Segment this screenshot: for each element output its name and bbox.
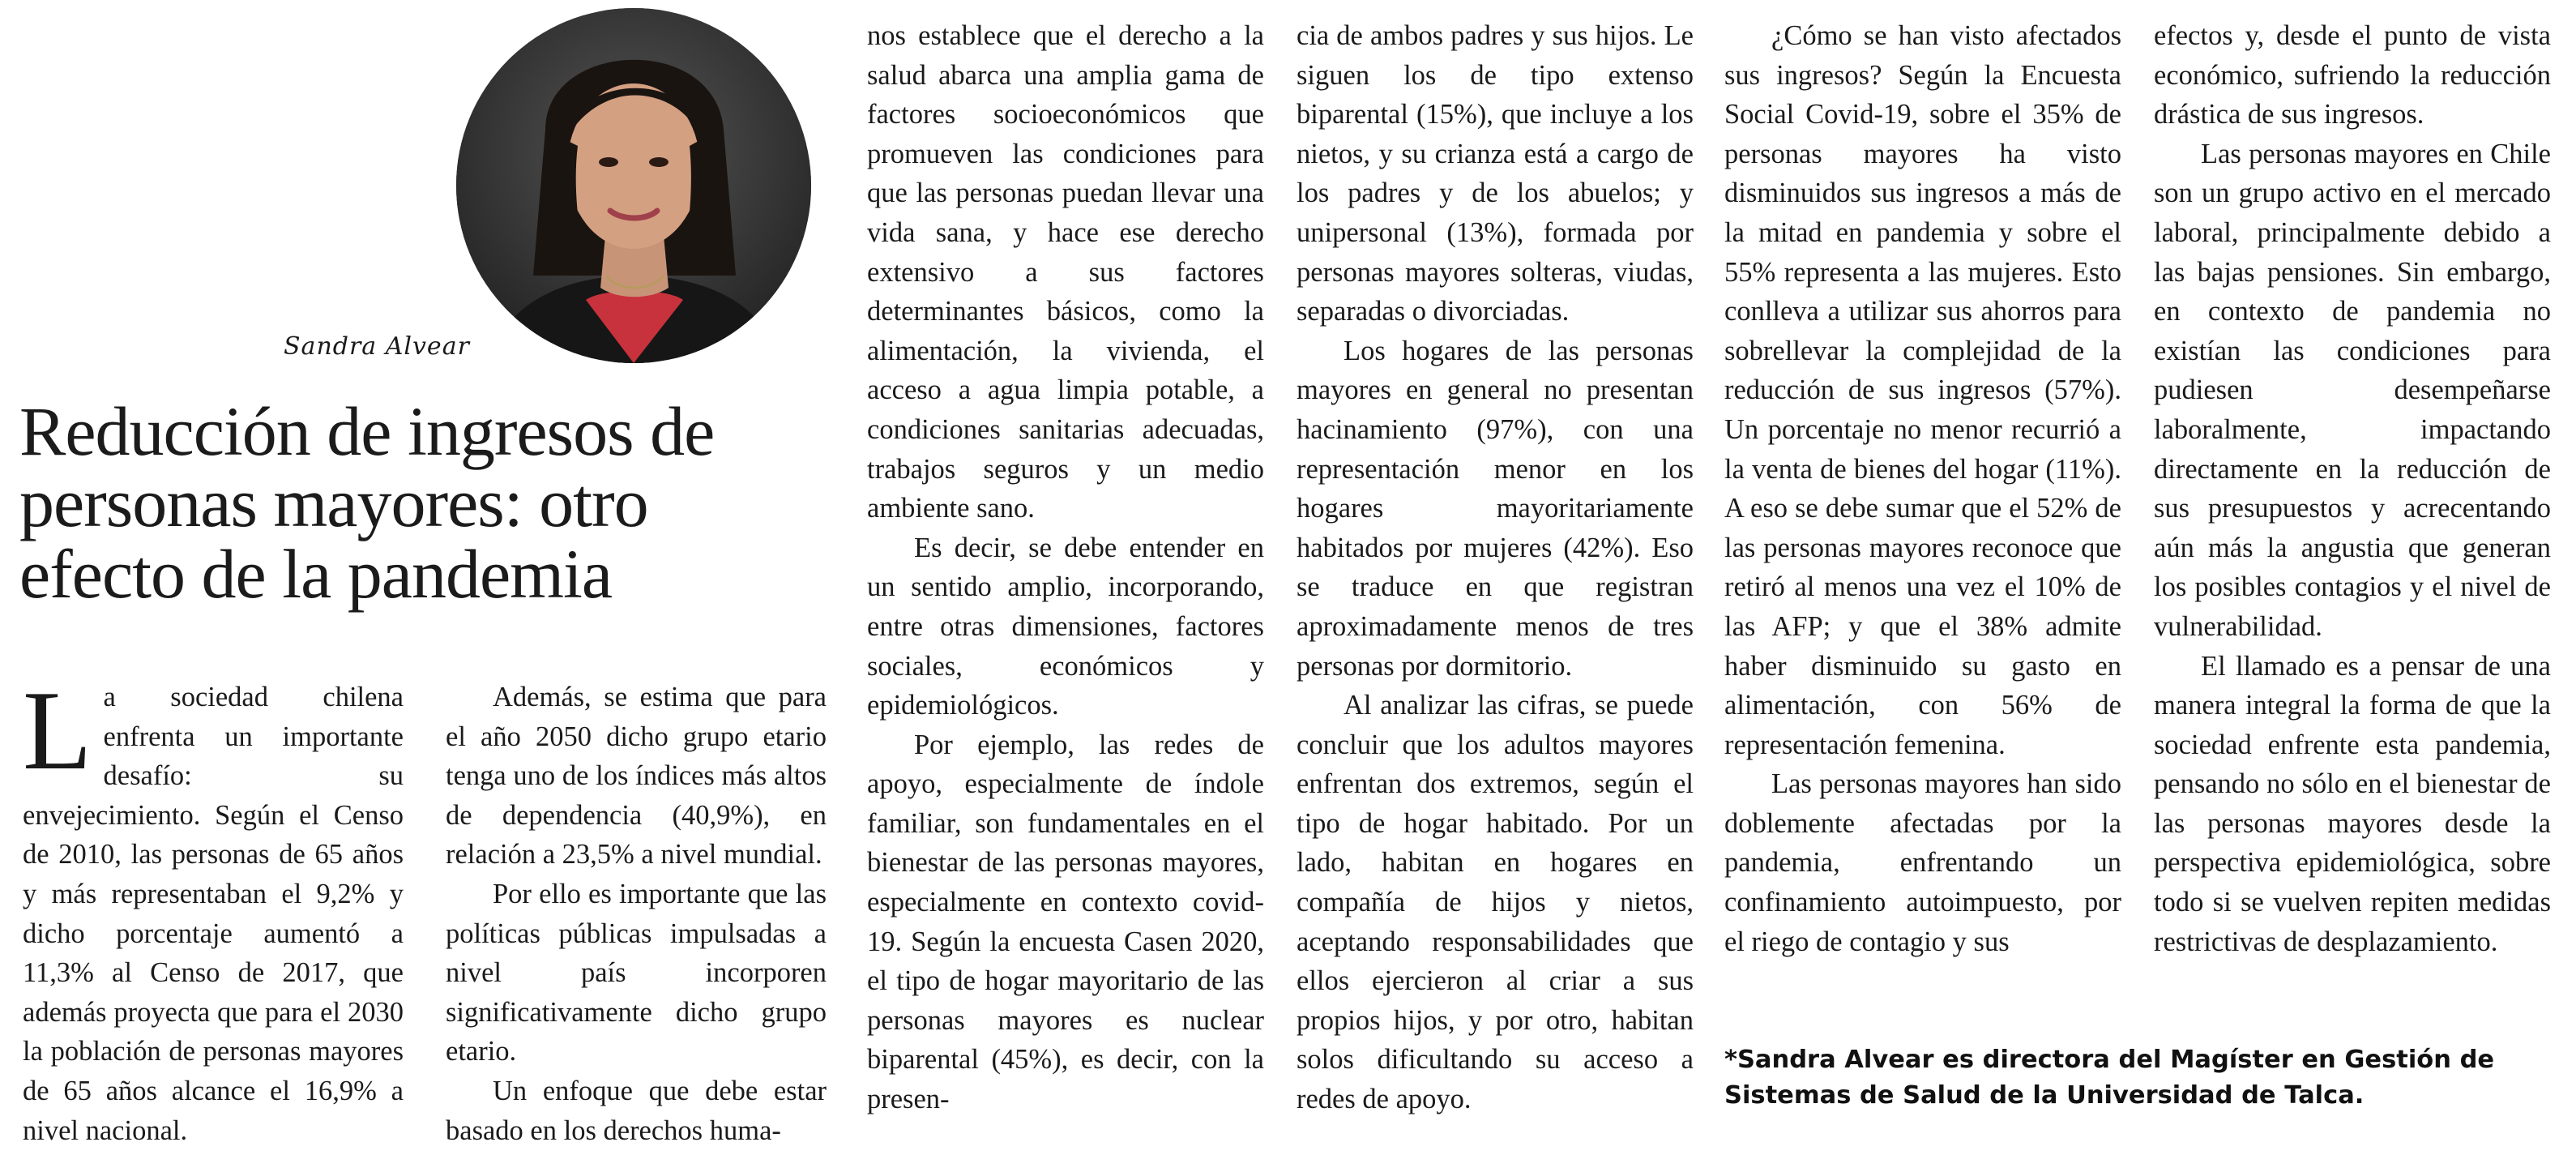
paragraph: Es decir, se debe entender en un sentido amplio, incorporando, entre otras dimensiones, factores sociales, económicos y epidemiológicos. xyxy=(867,532,1264,721)
paragraph: Las personas mayores han sido doblemente afectadas por la pandemia, enfrentando un confinamiento autoimpuesto, por el riego de contagio y sus xyxy=(1724,768,2121,957)
text-column-3 xyxy=(867,16,1264,1119)
paragraph: cia de ambos padres y sus hijos. Le siguen los de tipo extenso biparental (15%), que incluye a los nietos, y su crianza está a cargo de los padres y de los abuelos; y unipersonal (13%), formada por personas mayores solteras, viudas, separadas o divorciadas. xyxy=(1297,20,1694,327)
paragraph: ¿Cómo se han visto afectados sus ingresos? Según la Encuesta Social Covid-19, sobre el 35% de personas mayores ha visto disminuidos sus ingresos a más de la mitad en pandemia y sobre el 55% representa a las mujeres. Esto conlleva a utilizar sus ahorros para sobrellevar la complejidad de la reducción de sus ingresos (57%). Un porcentaje no menor recurrió a la venta de bienes del hogar (11%). A eso se debe sumar que el 52% de las personas mayores reconoce que retiró al menos una vez el 10% de las AFP; y que el 38% admite haber disminuido su gasto en alimentación, con 56% de representación femenina. xyxy=(1724,20,2121,760)
paragraph: Por ejemplo, las redes de apoyo, especialmente de índole familiar, son fundamentales en el bienestar de las personas mayores, especialmente en contexto covid-19. Según la encuesta Casen 2020, el tipo de hogar mayoritario de las personas mayores es nuclear biparental (45%), es decir, con la presen- xyxy=(867,729,1264,1115)
text-column-5 xyxy=(1724,16,2121,961)
paragraph: nos establece que el derecho a la salud abarca una amplia gama de factores socioeconómicos que promueven las condiciones para que las personas puedan llevar una vida sana, y hace ese derecho extensivo a sus factores determinantes básicos, como la alimentación, la vivienda, el acceso a agua limpia potable, a condiciones sanitarias adecuadas, trabajos seguros y un medio ambiente sano. xyxy=(867,20,1264,524)
text-column-2 xyxy=(446,678,827,1150)
author-photo xyxy=(456,8,811,363)
text-column-6 xyxy=(2154,16,2551,961)
author-byline: Sandra Alvear xyxy=(284,332,470,361)
text-column-1 xyxy=(23,668,404,1150)
paragraph: Al analizar las cifras, se puede concluir que los adultos mayores enfrentan dos extremos, según el tipo de hogar habitado. Por un lado, habitan en hogares en compañía de hijos y nietos, aceptando responsabilidades que ellos ejercieron al criar a sus propios hijos, y por otro, habitan solos dificultando su acceso a redes de apoyo. xyxy=(1297,690,1694,1115)
paragraph: Las personas mayores en Chile son un grupo activo en el mercado laboral, principalmente debido a las bajas pensiones. Sin embargo, en contexto de pandemia no existían las condiciones para pudiesen desempeñarse laboralmente, impactando directamente en la reducción de sus presupuestos y acrecentando aún más la angustia que generan los posibles contagios y el nivel de vulnerabilidad. xyxy=(2154,138,2551,642)
paragraph: efectos y, desde el punto de vista económico, sufriendo la reducción drástica de sus ingresos. xyxy=(2154,20,2551,130)
article-headline: Reducción de ingresos de personas mayores: otro efecto de la pandemia xyxy=(19,392,715,613)
paragraph: Por ello es importante que las políticas públicas impulsadas a nivel país incorporen significativamente dicho grupo etario. xyxy=(446,878,827,1067)
drop-cap: L xyxy=(23,668,92,794)
paragraph-text: a sociedad chilena enfrenta un importante desafío: su envejecimiento. Según el Censo de 2010, las personas de 65 años y más representaban el 9,2% y dicho porcentaje aumentó a 11,3% al Censo de 2017, que además proyecta que para el 2030 la población de personas mayores de 65 años alcance el 16,9% a nivel nacional. xyxy=(23,682,404,1146)
text-column-4 xyxy=(1297,16,1694,1119)
paragraph: Además, se estima que para el año 2050 dicho grupo etario tenga uno de los índices más altos de dependencia (40,9%), en relación a 23,5% a nivel mundial. xyxy=(446,682,827,871)
author-portrait-image xyxy=(456,8,811,363)
paragraph: El llamado es a pensar de una manera integral la forma de que la sociedad enfrente esta pandemia, pensando no sólo en el bienestar de las personas mayores desde la perspectiva epidemiológica, sobre todo si se vuelven repiten medidas restrictivas de desplazamiento. xyxy=(2154,650,2551,957)
paragraph: Un enfoque que debe estar basado en los derechos huma- xyxy=(446,1075,827,1146)
paragraph: Los hogares de las personas mayores en general no presentan hacinamiento (97%), con una representación menor en los hogares mayoritariamente habitados por mujeres (42%). Eso se traduce en que registran aproximadamente menos de tres personas por dormitorio. xyxy=(1297,335,1694,682)
paragraph xyxy=(23,668,404,1150)
author-footnote: *Sandra Alvear es directora del Magíster en Gestión de Sistemas de Salud de la Universidad de Talca. xyxy=(1724,1046,2495,1110)
